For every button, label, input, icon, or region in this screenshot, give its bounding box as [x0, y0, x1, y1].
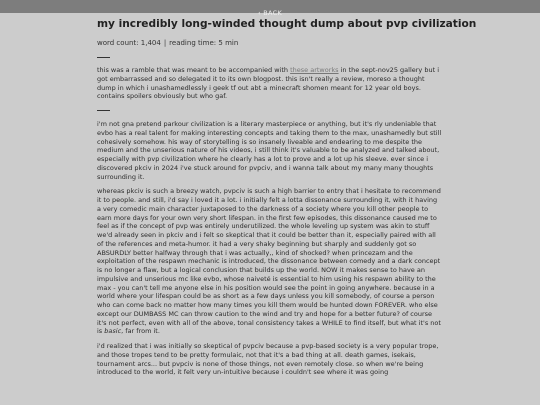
emphasis-text: basic	[104, 327, 122, 336]
paragraph-text-end: , far from it.	[121, 327, 160, 336]
meta-separator: |	[163, 39, 167, 47]
divider	[97, 57, 110, 58]
post-title: my incredibly long-winded thought dump about pvp civilization	[97, 18, 477, 30]
intro-paragraph	[97, 66, 443, 101]
post-meta	[97, 39, 443, 48]
divider	[97, 110, 110, 111]
intro-text-start: this was a ramble that was meant to be accompanied with	[97, 66, 291, 74]
back-link[interactable]: ‹ BACK	[257, 9, 283, 17]
intro-text-end: in the sept-nov25 gallery but i got embarrassed and so delegated it to its own blogpost. this isn't really a review, moreso a thought dump in which i unashamedlessly i geek tf out abt a minecraft shomen meant for 12 year old boys. contains spoilers obviously but who gaf.	[97, 66, 439, 101]
top-nav-bar	[0, 0, 540, 17]
reading-time: reading time: 5 min	[169, 39, 239, 47]
artworks-link[interactable]: these artworks	[290, 66, 339, 74]
body-paragraph: i'm not gna pretend parkour civilization is a literary masterpiece or anything, but it's rly undeniable that evbo has a real talent for making interesting concepts and taking them to the max, unashamedly but still cohesively somehow. his way of storytelling is so insanely liveable and endearing to me despite the medium and the unserious nature of his videos, i still think it's valuable to be analyzed and talked about, especially with pvp civilization where he clearly has a lot to prove and a lot up his sleeve. ever since i discovered pkciv in 2024 i've stuck around for pvpciv, and i wanna talk about my many many thoughts surrounding it.	[97, 120, 442, 181]
body-paragraph: i'd realized that i was initially so skeptical of pvpciv because a pvp-based society is a very popular trope, and those tropes tend to be pretty formulaic, not that it's a bad thing at all. death games, isekais, tournament arcs... but pvpciv is none of those things, not even remotely close. so when we're being introduced to the world, it felt very un-intuitive because i couldn't see where it was going	[97, 342, 439, 377]
paragraph-text: whereas pkciv is such a breezy watch, pvpciv is such a high barrier to entry that i hesitate to recommend it to people. and still, i'd say i loved it a lot. i initially felt a lotta dissonance surrounding it, with it having a very comedic main character juxtaposed to the darkness of a society where you kill other people to earn more days for your own very short lifespan. in the first few episodes, this dissonance caused me to feel as if the concept of pvp was entirely underutilized. the whole leveling up system was akin to stuff we'd already seen in pkciv and i felt so skeptical that it could be better than it, especially paired with all of the references and meta-humor. it had a very shaky beginning but sharply and suddenly got so ABSURDLY better halfway through that i was actually,, kind of shocked? when princezam and the exploitation of the respawn mechanic is introduced, the dissonance between comedy and a dark concept is no longer a flaw, but a logical conclusion that builds up the world. NOW it makes sense to have an impulsive and unserious mc like evbo, whose naiveté is essential to him using his respawn ability to the max - you can't tell me anyone else in his position would see the point in going anywhere. because in a world where your lifespan could be as short as a few days unless you kill somebody, of course a person who can come back no matter how many times you kill them would be hunted down FOREVER. who else except our DUMBASS MC can throw caution to the wind and try and hope for a better future? of course it's not perfect, even with all of the above, tonal consistency takes a WHILE to find itself, but what it's not is	[97, 187, 441, 336]
word-count: word count: 1,404	[97, 39, 161, 47]
body-paragraph	[97, 187, 443, 336]
blog-post	[97, 17, 477, 377]
